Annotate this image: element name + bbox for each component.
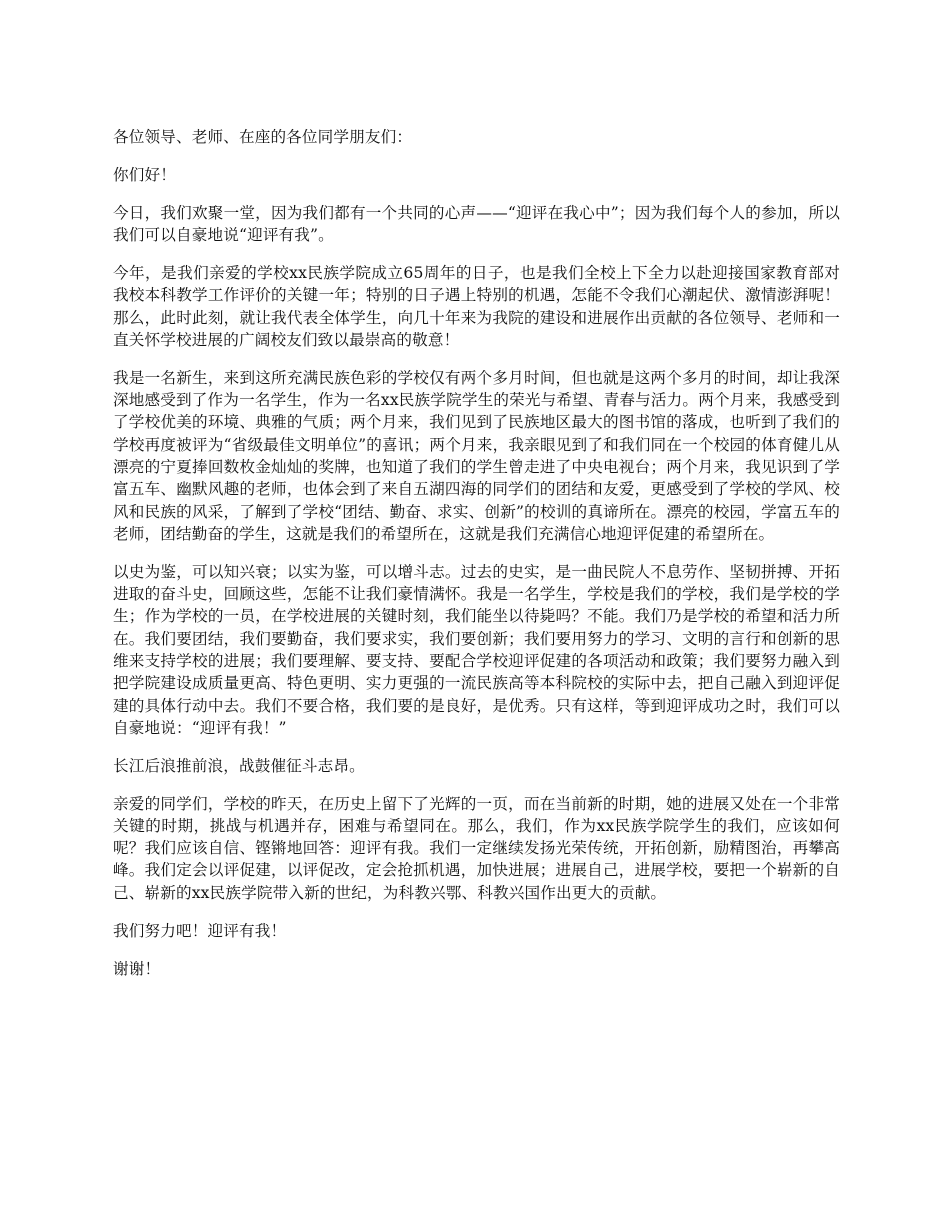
paragraph-intro: 今日，我们欢聚一堂，因为我们都有一个共同的心声——“迎评在我心中”；因为我们每个人的参加，所以我们可以自豪地说“迎评有我”。 [113, 203, 840, 245]
paragraph-anniversary: 今年，是我们亲爱的学校xx民族学院成立65周年的日子，也是我们全校上下全力以赴迎接国家教育部对我校本科教学工作评价的关键一年；特别的日子遇上特别的机遇，怎能不令我们心潮起伏、激情澎湃呢！那么，此时此刻，就让我代表全体学生，向几十年来为我院的建设和进展作出贡献的各位领导、老师和一直关怀学校进展的广阔校友们致以最崇高的敬意！ [113, 263, 840, 349]
greeting: 你们好！ [113, 165, 176, 184]
paragraph-slogan: 我们努力吧！迎评有我！ [113, 921, 287, 940]
closing-thanks: 谢谢！ [113, 959, 161, 978]
salutation: 各位领导、老师、在座的各位同学朋友们： [113, 128, 413, 146]
paragraph-history: 以史为鉴，可以知兴衰；以实为鉴，可以增斗志。过去的史实，是一曲民院人不息劳作、坚韧拼搏、开拓进取的奋斗史，回顾这些，怎能不让我们豪情满怀。我是一名学生，学校是我们的学校，我们是学校的学生；作为学校的一员，在学校进展的关键时刻，我们能坐以待毙吗？不能。我们乃是学校的希望和活力所在。我们要团结，我们要勤奋，我们要求实，我们要创新；我们要用努力的学习、文明的言行和创新的思维来支持学校的进展；我们要理解、要支持、要配合学校迎评促建的各项活动和政策；我们要努力融入到把学院建设成质量更高、特色更明、实力更强的一流民族高等本科院校的实际中去，把自己融入到迎评促建的具体行动中去。我们不要合格，我们要的是良好，是优秀。只有这样，等到迎评成功之时，我们可以自豪地说：“迎评有我！” [113, 562, 840, 737]
document-body [113, 126, 840, 995]
paragraph-call-to-action: 亲爱的同学们，学校的昨天，在历史上留下了光辉的一页，而在当前新的时期，她的进展又处在一个非常关键的时期，挑战与机遇并存，困难与希望同在。那么，我们，作为xx民族学院学生的我们，应该如何呢？我们应该自信、铿锵地回答：迎评有我。我们一定继续发扬光荣传统，开拓创新，励精图治，再攀高峰。我们定会以评促建，以评促改，定会抢抓机遇，加快进展；进展自己，进展学校，要把一个崭新的自己、崭新的xx民族学院带入新的世纪，为科教兴鄂、科教兴国作出更大的贡献。 [113, 794, 840, 902]
paragraph-proverb: 长江后浪推前浪，战鼓催征斗志昂。 [113, 756, 365, 775]
paragraph-new-student: 我是一名新生，来到这所充满民族色彩的学校仅有两个多月时间，但也就是这两个多月的时间，却让我深深地感受到了作为一名学生，作为一名xx民族学院学生的荣光与希望、青春与活力。两个月来，我感受到了学校优美的环境、典雅的气质；两个月来，我们见到了民族地区最大的图书馆的落成，也听到了我们的学校再度被评为“省级最佳文明单位”的喜讯；两个月来，我亲眼见到了和我们同在一个校园的体育健儿从漂亮的宁夏捧回数枚金灿灿的奖牌，也知道了我们的学生曾走进了中央电视台；两个月来，我见识到了学富五车、幽默风趣的老师，也体会到了来自五湖四海的同学们的团结和友爱，更感受到了学校的学风、校风和民族的风采，了解到了学校“团结、勤奋、求实、创新”的校训的真谛所在。漂亮的校园，学富五车的老师，团结勤奋的学生，这就是我们的希望所在，这就是我们充满信心地迎评促建的希望所在。 [113, 368, 840, 543]
